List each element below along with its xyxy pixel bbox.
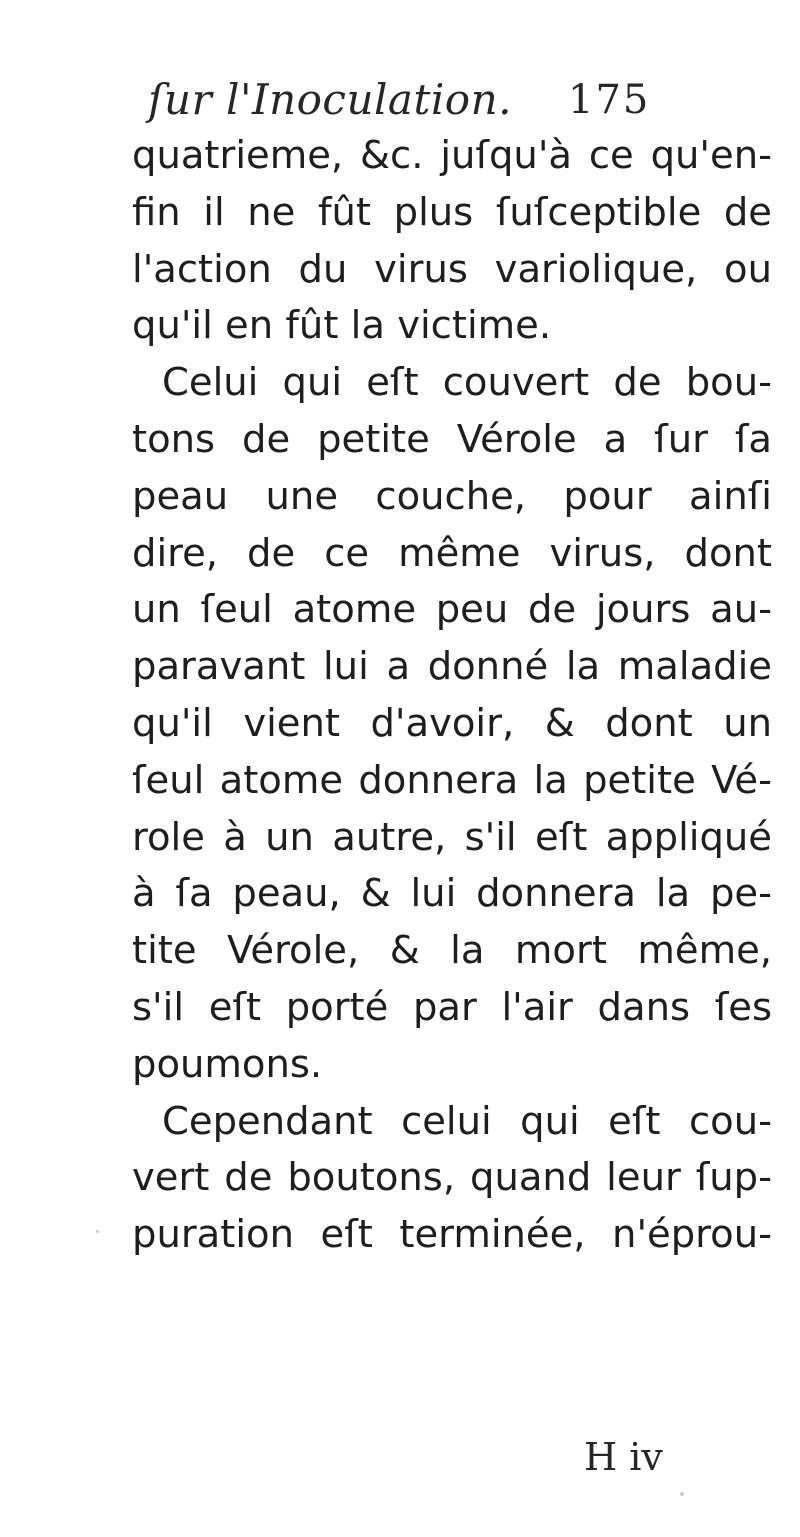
text-line: poumons. [132,1041,323,1087]
text-line: s'il eſt porté par l'air dans ſes [132,984,772,1030]
text-line: qu'il en fût la victime. [132,303,552,349]
text-line: un ſeul atome peu de jours au- [132,587,772,633]
text-line: qu'il vient d'avoir, & dont un [132,700,772,746]
paper-speck [680,1492,684,1496]
running-title: ſur l'Inoculation. [148,75,512,124]
text-line: l'action du virus variolique, ou [132,246,772,292]
paragraph-start-line: Cependant celui qui eſt cou- [162,1098,772,1144]
text-line: quatrieme, &c. juſqu'à ce qu'en- [132,133,772,178]
text-line: role à un autre, s'il eſt appliqué [132,814,772,860]
text-line: tite Vérole, & la mort même, [132,928,772,974]
text-line: peau une couche, pour ainſi [132,473,772,519]
text-line: vert de boutons, quand leur ſup- [132,1155,772,1201]
text-line: puration eſt terminée, n'éprou- [132,1212,772,1258]
paragraph-start-line: Celui qui eſt couvert de bou- [162,360,772,406]
paper-speck [96,1230,99,1233]
text-line: dire, de ce même virus, dont [132,530,772,576]
text-line: paravant lui a donné la maladie [132,644,772,690]
text-line: à ſa peau, & lui donnera la pe- [132,871,772,917]
page-header [148,72,768,132]
page-number: 175 [568,77,651,123]
text-line: fin il ne fût plus ſuſceptible de [132,189,772,235]
signature-mark: H iv [584,1435,663,1479]
text-line: ſeul atome donnera la petite Vé- [132,757,772,803]
body-text [132,128,772,1264]
text-line: tons de petite Vérole a ſur ſa [132,416,772,462]
